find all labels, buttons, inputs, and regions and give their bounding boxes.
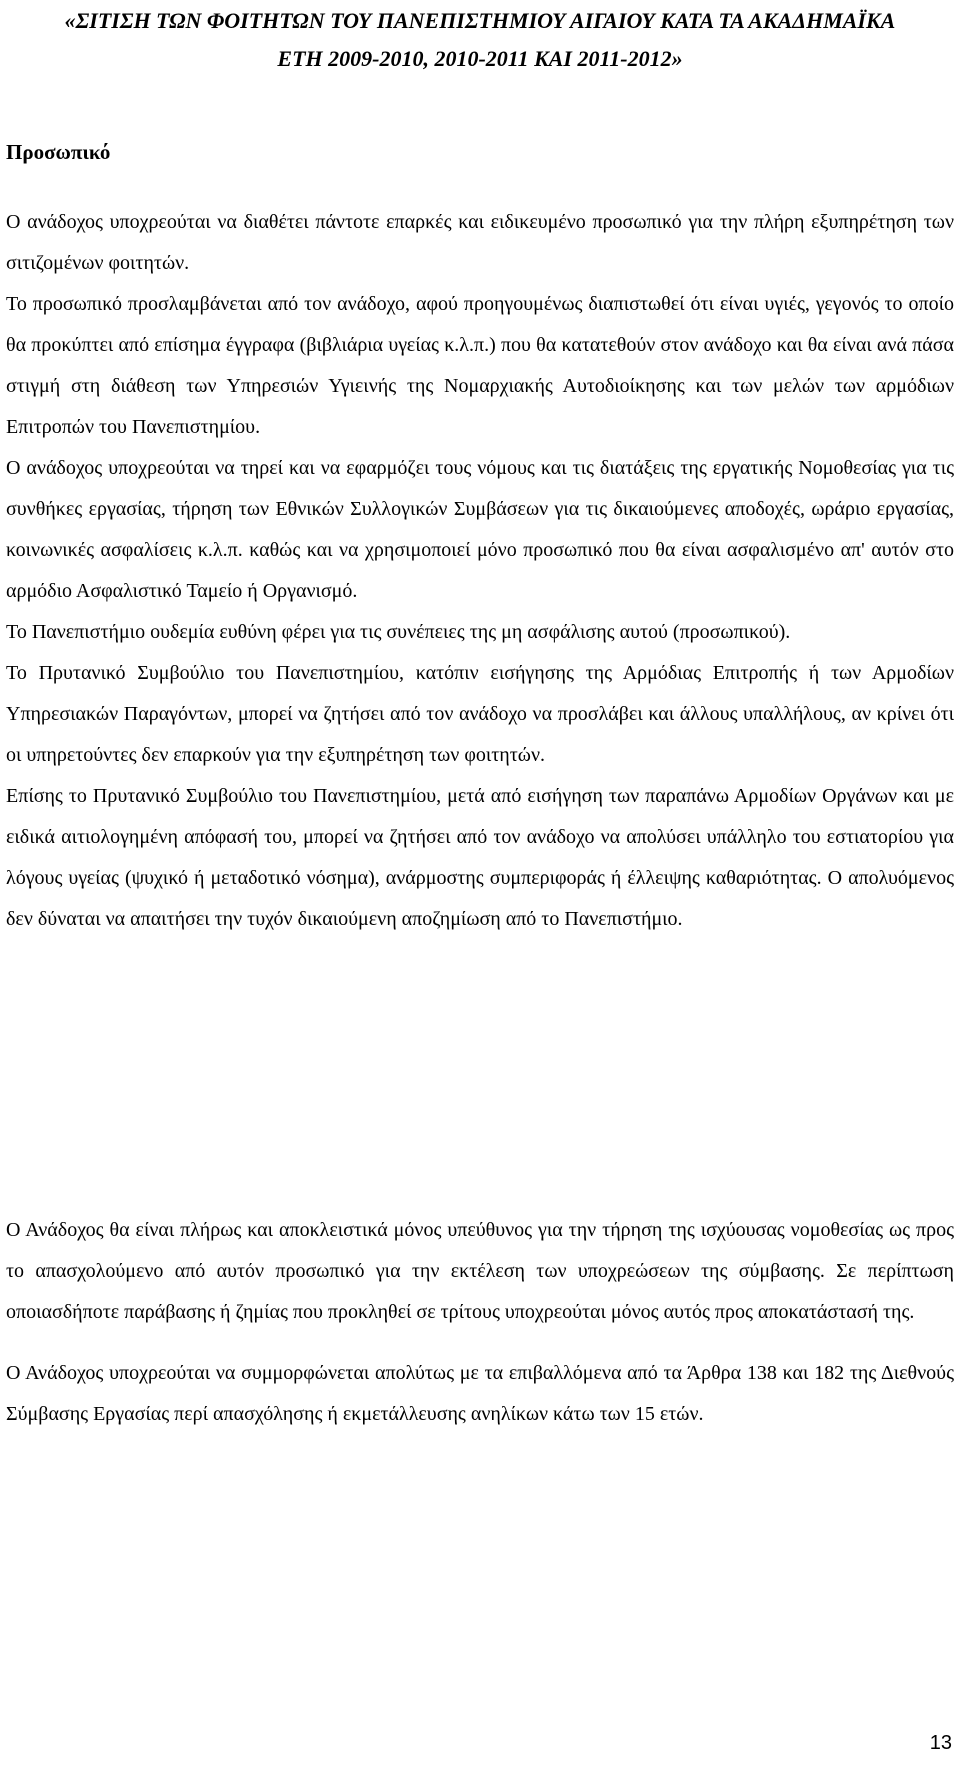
- body-block-1: [6, 202, 954, 940]
- paragraph-3: Ο ανάδοχος υποχρεούται να τηρεί και να εφαρμόζει τους νόμους και τις διατάξεις της εργατικής Νομοθεσίας για τις συνθήκες εργασίας, τήρηση των Εθνικών Συλλογικών Συμβάσεων για τις δικαιούμενες αποδοχές, ωράριο εργασίας, κοινωνικές ασφαλίσεις κ.λ.π. καθώς και να χρησιμοποιεί μόνο προσωπικό που θα είναι ασφαλισμένο απ' αυτόν στο αρμόδιο Ασφαλιστικό Ταμείο ή Οργανισμό.: [6, 457, 954, 602]
- paragraph-6: Επίσης το Πρυτανικό Συμβούλιο του Πανεπιστημίου, μετά από εισήγηση των παραπάνω Αρμοδίων Οργάνων και με ειδικά αιτιολογημένη απόφασή του, μπορεί να ζητήσει από τον ανάδοχο να απολύσει υπάλληλο του εστιατορίου για λόγους υγείας (ψυχικό ή μεταδοτικό νόσημα), ανάρμοστης συμπεριφοράς ή έλλειψης καθαριότητας. Ο απολυόμενος δεν δύναται να απαιτήσει την τυχόν δικαιούμενη αποζημίωση από το Πανεπιστήμιο.: [6, 785, 954, 930]
- paragraph-8: Ο Ανάδοχος υποχρεούται να συμμορφώνεται απολύτως με τα επιβαλλόμενα από τα Άρθρα 138 και 182 της Διεθνούς Σύμβασης Εργασίας περί απασχόλησης ή εκμετάλλευσης ανηλίκων κάτω των 15 ετών.: [6, 1362, 954, 1425]
- header-line-1: «ΣΙΤΙΣΗ ΤΩΝ ΦΟΙΤΗΤΩΝ ΤΟΥ ΠΑΝΕΠΙΣΤΗΜΙΟΥ ΑΙΓΑΙΟΥ ΚΑΤΑ ΤΑ ΑΚΑΔΗΜΑΪΚΑ: [64, 8, 896, 33]
- page-number: 13: [929, 1732, 952, 1754]
- paragraph-spacer: [6, 1333, 954, 1353]
- document-header: [0, 2, 960, 78]
- paragraph-7: Ο Ανάδοχος θα είναι πλήρως και αποκλειστικά μόνος υπεύθυνος για την τήρηση της ισχύουσας νομοθεσίας ως προς το απασχολούμενο από αυτόν προσωπικό για την εκτέλεση των υποχρεώσεων της σύμβασης. Σε περίπτωση οποιασδήποτε παράβασης ή ζημίας που προκληθεί σε τρίτους υποχρεούται μόνος αυτός προς αποκατάστασή της.: [6, 1219, 954, 1323]
- paragraph-5: Το Πρυτανικό Συμβούλιο του Πανεπιστημίου, κατόπιν εισήγησης της Αρμόδιας Επιτροπής ή των Αρμοδίων Υπηρεσιακών Παραγόντων, μπορεί να ζητήσει από τον ανάδοχο να προσλάβει και άλλους υπαλλήλους, αν κρίνει ότι οι υπηρετούντες δεν επαρκούν για την εξυπηρέτηση των φοιτητών.: [6, 662, 954, 766]
- section-title: Προσωπικό: [6, 140, 111, 164]
- paragraph-4: Το Πανεπιστήμιο ουδεμία ευθύνη φέρει για τις συνέπειες της μη ασφάλισης αυτού (προσωπικού).: [6, 621, 791, 643]
- paragraph-2: Το προσωπικό προσλαμβάνεται από τον ανάδοχο, αφού προηγουμένως διαπιστωθεί ότι είναι υγιές, γεγονός το οποίο θα προκύπτει από επίσημα έγγραφα (βιβλιάρια υγείας κ.λ.π.) που θα κατατεθούν στον ανάδοχο και θα είναι ανά πάσα στιγμή στη διάθεση των Υπηρεσιών Υγιεινής της Νομαρχιακής Αυτοδιοίκησης και των μελών των αρμόδιων Επιτροπών του Πανεπιστημίου.: [6, 293, 954, 438]
- paragraph-1: Ο ανάδοχος υποχρεούται να διαθέτει πάντοτε επαρκές και ειδικευμένο προσωπικό για την πλήρη εξυπηρέτηση των σιτιζομένων φοιτητών.: [6, 211, 954, 274]
- body-block-2: [6, 1210, 954, 1435]
- header-line-2: ΕΤΗ 2009-2010, 2010-2011 ΚΑΙ 2011-2012»: [277, 46, 683, 71]
